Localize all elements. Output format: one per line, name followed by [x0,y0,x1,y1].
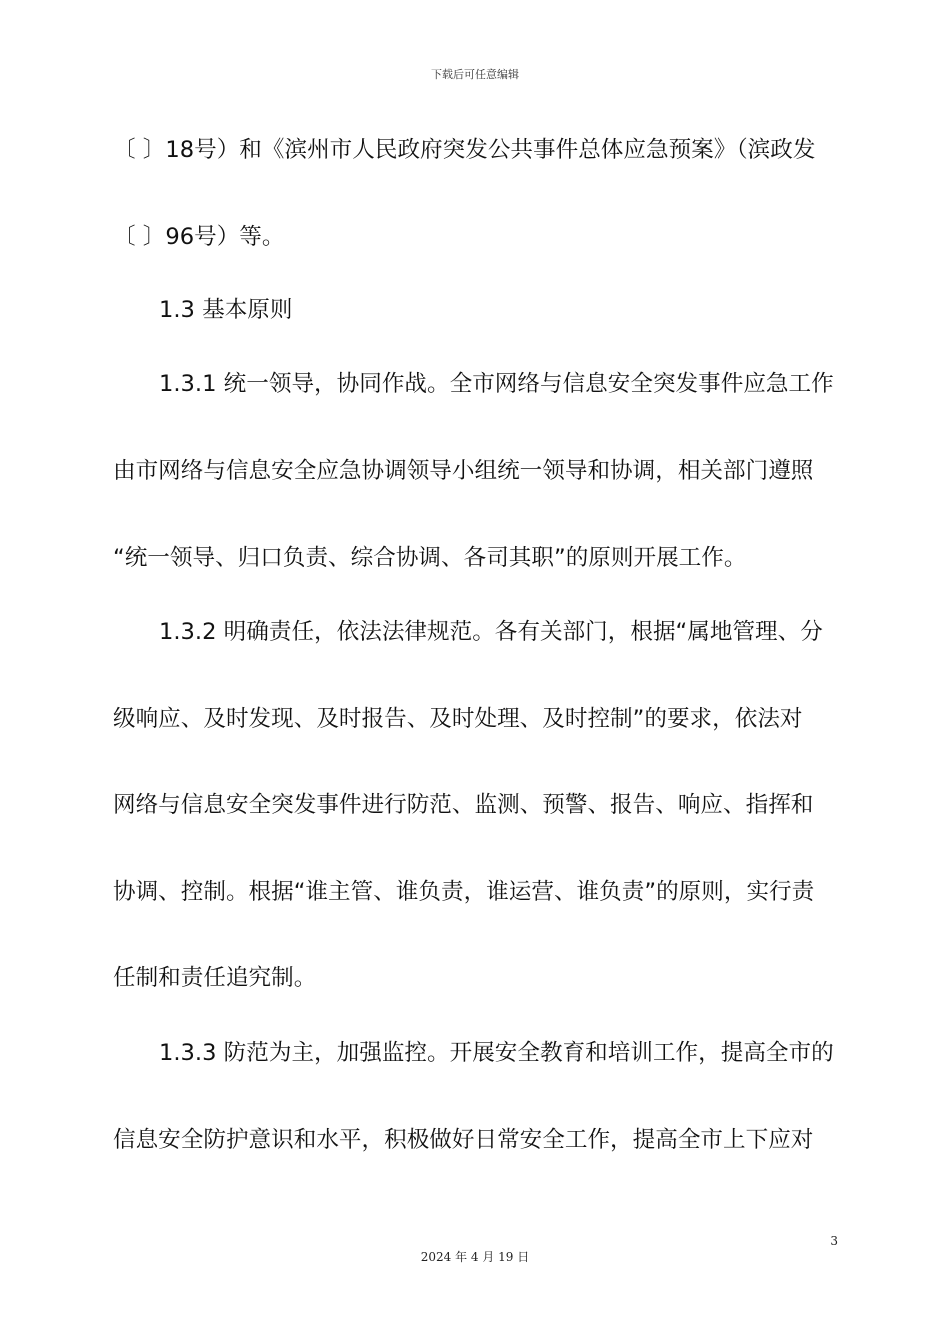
text-line: “统一领导、归口负责、综合协调、各司其职”的原则开展工作。 [113,545,747,571]
text-line: 1.3.3 防范为主，加强监控。开展安全教育和培训工作，提高全市的 [159,1040,834,1066]
text-line: 级响应、及时发现、及时报告、及时处理、及时控制”的要求，依法对 [113,706,803,732]
text-line: 任制和责任追究制。 [113,965,317,991]
text-line: 1.3.1 统一领导，协同作战。全市网络与信息安全突发事件应急工作 [159,371,834,397]
footer-date: 2024 年 4 月 19 日 [420,1250,530,1264]
text-line: 〔 〕18号）和《滨州市人民政府突发公共事件总体应急预案》（滨政发 [113,137,816,163]
text-line: 由市网络与信息安全应急协调领导小组统一领导和协调，相关部门遵照 [113,458,814,484]
page-number: 3 [830,1234,838,1248]
text-line: 网络与信息安全突发事件进行防范、监测、预警、报告、响应、指挥和 [113,792,814,818]
text-line: 协调、控制。根据“谁主管、谁负责，谁运营、谁负责”的原则，实行责 [113,879,815,905]
text-line: 信息安全防护意识和水平，积极做好日常安全工作，提高全市上下应对 [113,1127,814,1153]
text-line: 1.3.2 明确责任，依法法律规范。各有关部门，根据“属地管理、分 [159,619,823,645]
page-header-note: 下载后可任意编辑 [431,68,519,81]
section-heading: 1.3 基本原则 [159,297,293,323]
text-line: 〔 〕96号）等。 [113,224,285,250]
